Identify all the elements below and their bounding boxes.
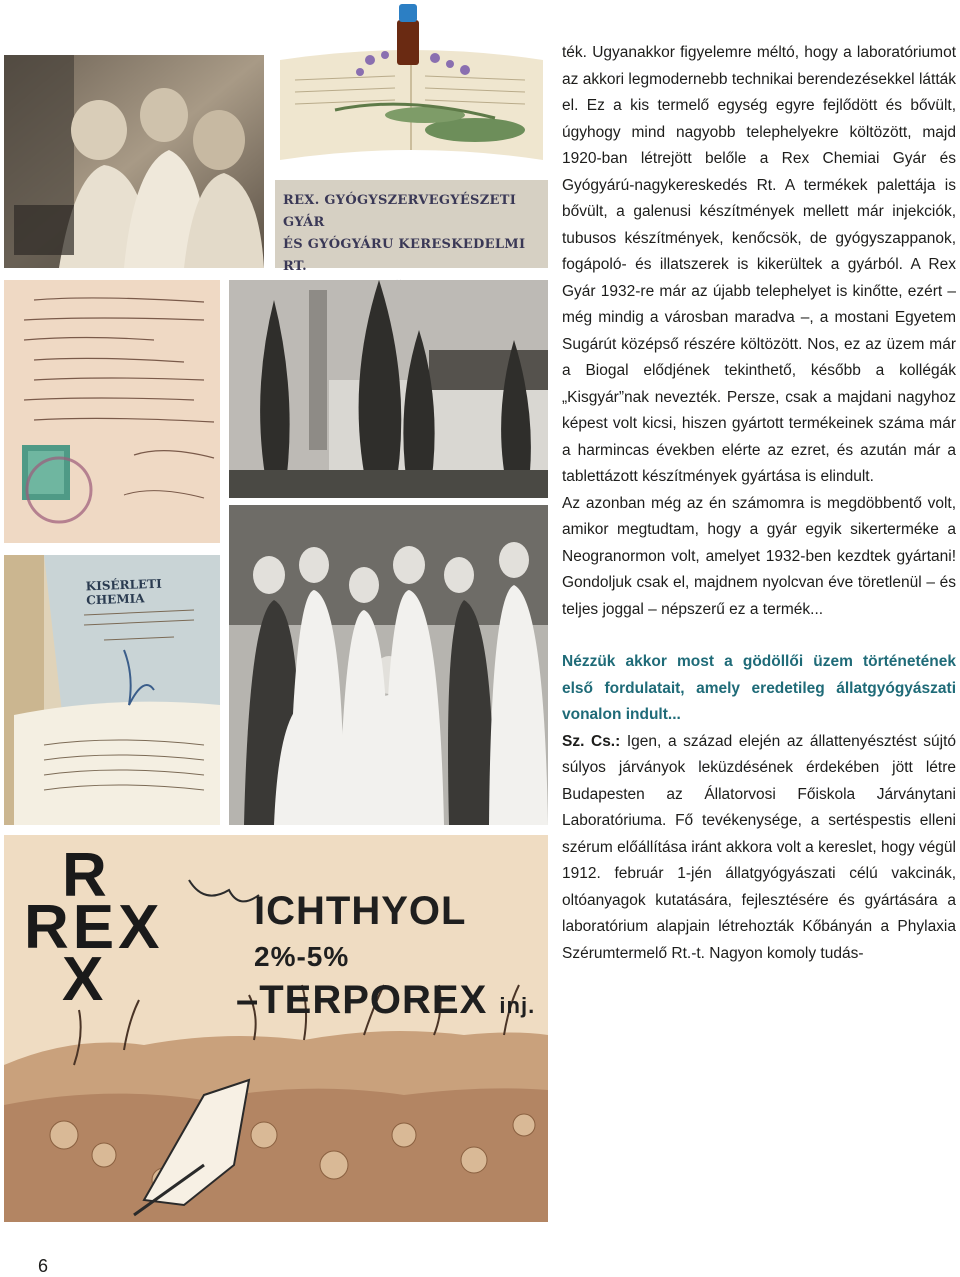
stamp-line-2: ÉS GYÓGYÁRU KERESKEDELMI RT. — [283, 237, 526, 274]
article-paragraph: Az azonban még az én számomra is megdöbbentő volt, amikor megtudtam, hogy a gyár egyik sikerterméke a Neogranormon volt, amelyet 1932-ben kezdtek gyártani! Gondoljuk csak el, majdnem nyolcvan éve töretlenül – és teljes joggal – népszerű ez a termék... — [562, 494, 956, 618]
rex-logo — [24, 841, 164, 1014]
rex-letter-x: X — [118, 893, 164, 962]
photo-factory-trees — [229, 280, 548, 498]
rex-letter-r: R — [62, 841, 107, 910]
ad-product-1-dose: 2%-5% — [254, 941, 350, 972]
rex-letter-x2: X — [62, 945, 104, 1014]
article-paragraph: ték. Ugyanakkor figyelemre méltó, hogy a laboratóriumot az akkori legmodernebb technikai berendezésekkel látták el. Ez a kis termelő egység egyre fejlődött és bővült, úgyhogy mind nagyobb telephelyekre költözött, majd 1920-ban létrejött belőle a Rex Chemiai Gyár és Gyógyárú-nagykereskedés Rt. A termékek palettája is bővült, a galenusi készítmények mellett már injekciók, tubusos készítmények, kenőcsök, de gyógyszappanok, fogápoló- és illatszerek is kikerültek a gyárból. A Rex Gyár 1932-re már az újabb telephelyet is kinőtte, ezért – még mindig a városban maradva –, a mostani Egyetem Sugárút középső részére költözött. Nos, ez az üzem már a Biogal elődjének tekinthető, később a kollégák „Kisgyár”nak nevezték. Persze, csak a majdani nagyhoz képest volt kicsi, hiszen gyártott termékeinek száma már a harmincas években elérte az ezret, és azután már a tablettázott készítmények gyártása is elindult. — [562, 44, 956, 485]
ad-text — [236, 889, 548, 1028]
photo-lab-workers — [4, 55, 264, 268]
article-text — [562, 40, 956, 967]
photo-rex-advertisement — [4, 835, 548, 1222]
ad-product-2-suffix: inj. — [499, 993, 536, 1018]
stamp-line-1: REX. GYÓGYSZERVEGYÉSZETI GYÁR — [283, 193, 517, 230]
photo-group-workers — [229, 505, 548, 825]
photo-old-document — [4, 280, 220, 543]
rex-letter-e: E — [72, 893, 119, 962]
rex-letter-r2: R — [24, 893, 73, 962]
book-title: KISÉRLETI CHEMIA — [85, 576, 162, 608]
photo-factory-stamp — [275, 180, 548, 274]
answer-text: Igen, a század elején az állattenyésztést sújtó súlyos járványok leküzdésének érdekében jött létre Budapesten az Állatorvosi Főiskola Járványtani Laboratóriuma. Fő tevékenysége, a sertéspestis elleni szérum előállítása iránt akkora volt a kereslet, hogy végül 1912. február 1-jén állatgyógyászati célú vakcinák, oltóanyagok kutatására, fejlesztésére és gyártására a laboratórium alapjain létrehozták Kőbányán a Phylaxia Szérumtermelő Rt.-t. Nagyon komoly tudás- — [562, 732, 956, 962]
answer-speaker: Sz. Cs.: — [562, 732, 621, 750]
ad-product-2: –TERPOREX — [236, 978, 488, 1022]
interview-answer — [562, 729, 956, 968]
photo-chemistry-book — [4, 555, 220, 825]
photo-herbal-book — [275, 0, 548, 172]
page-number: 6 — [38, 1256, 49, 1276]
interview-question: Nézzük akkor most a gödöllői üzem történetének első fordulatait, amely eredetileg állatgyógyászati vonalon indult... — [562, 653, 956, 723]
ad-product-1: ICHTHYOL — [254, 889, 466, 933]
